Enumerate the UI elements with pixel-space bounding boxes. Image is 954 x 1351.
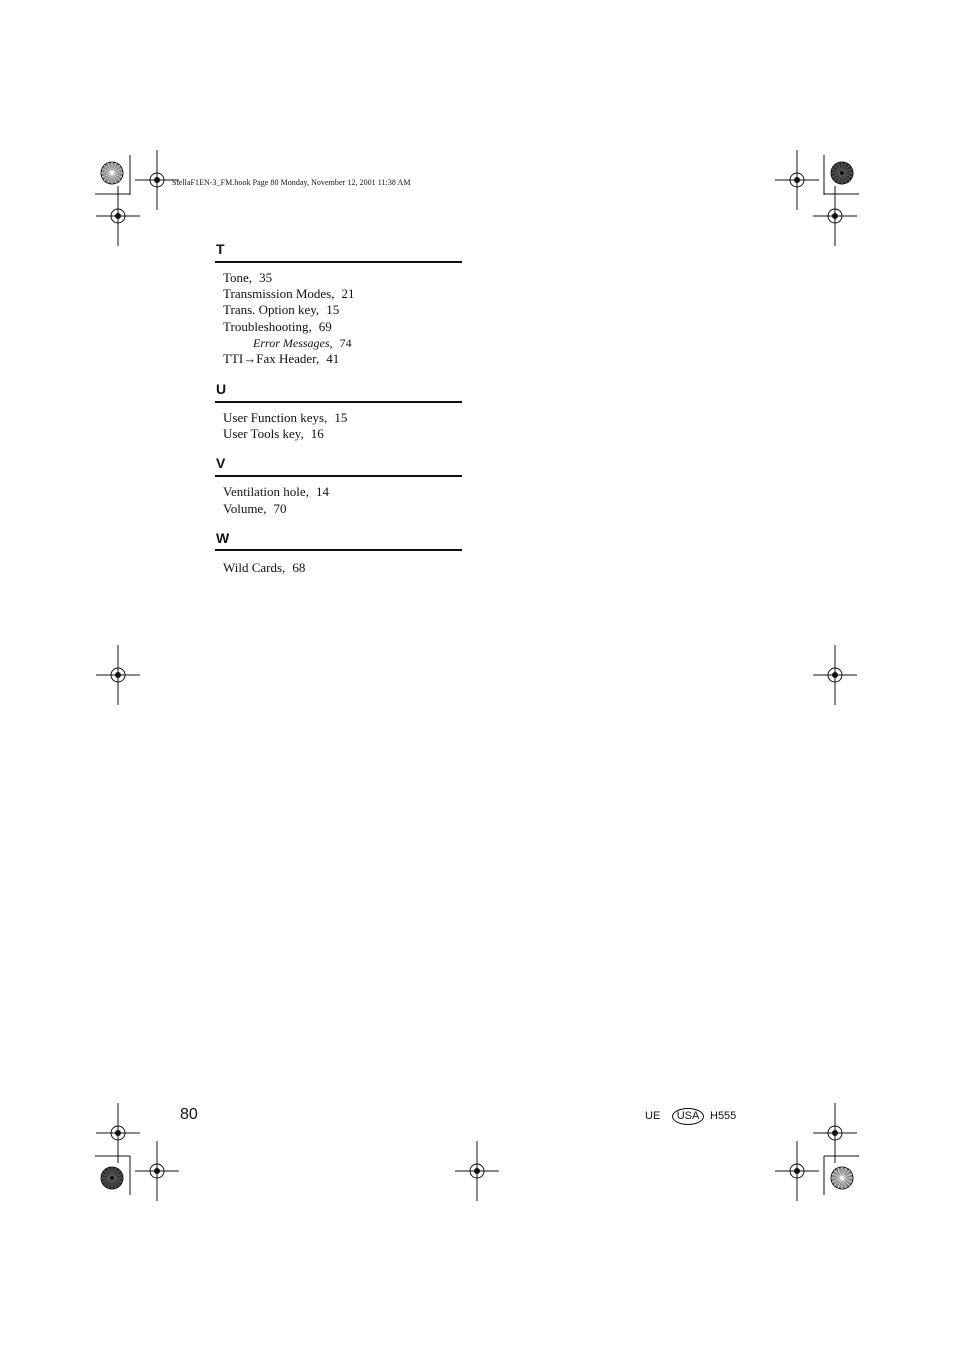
crosshair-registration-icon bbox=[135, 1141, 179, 1201]
entry-term: Transmission Modes, bbox=[223, 286, 335, 301]
section-rule-t bbox=[215, 261, 462, 263]
model-code: H555 bbox=[710, 1110, 737, 1122]
section-rule-u bbox=[215, 401, 462, 403]
index-entry bbox=[223, 286, 354, 302]
index-entry bbox=[223, 351, 339, 367]
section-rule-w bbox=[215, 549, 462, 551]
entry-page: 35 bbox=[259, 270, 273, 285]
radial-color-target-icon bbox=[831, 1167, 853, 1189]
entry-page: 41 bbox=[326, 351, 340, 366]
index-entry bbox=[223, 426, 324, 442]
entry-separator: , bbox=[329, 336, 333, 350]
index-entry bbox=[223, 410, 347, 426]
index-entry bbox=[223, 302, 339, 318]
section-rule-v bbox=[215, 475, 462, 477]
entry-term: Troubleshooting, bbox=[223, 319, 312, 334]
entry-page: 69 bbox=[318, 319, 332, 334]
radial-color-target-icon bbox=[101, 1167, 123, 1189]
index-entry bbox=[223, 319, 332, 335]
crosshair-registration-icon bbox=[96, 645, 140, 705]
index-entry bbox=[223, 501, 286, 517]
entry-term: Error Messages bbox=[253, 336, 330, 350]
section-letter-v: V bbox=[216, 455, 226, 471]
entry-page: 15 bbox=[326, 302, 340, 317]
region-badge: USA bbox=[672, 1108, 704, 1125]
entry-page: 68 bbox=[292, 560, 306, 575]
entry-term: Trans. Option key, bbox=[223, 302, 320, 317]
print-info-header: StellaF1EN-3_FM.book Page 80 Monday, November 12, 2001 11:38 AM bbox=[172, 178, 411, 187]
entry-page: 15 bbox=[334, 410, 348, 425]
index-subentry bbox=[253, 335, 352, 351]
crosshair-registration-icon bbox=[813, 1103, 857, 1163]
crosshair-registration-icon bbox=[775, 150, 819, 210]
crosshair-registration-icon bbox=[455, 1141, 499, 1201]
radial-color-target-icon bbox=[101, 162, 123, 184]
page-number: 80 bbox=[180, 1106, 198, 1123]
crosshair-registration-icon bbox=[96, 186, 140, 246]
crosshair-registration-icon bbox=[813, 645, 857, 705]
entry-term: Tone, bbox=[223, 270, 253, 285]
section-letter-u: U bbox=[216, 381, 227, 397]
radial-color-target-icon bbox=[831, 162, 853, 184]
index-entry bbox=[223, 484, 329, 500]
section-letter-w: W bbox=[216, 530, 230, 546]
entry-page: 14 bbox=[315, 484, 329, 499]
entry-page: 74 bbox=[339, 336, 352, 350]
entry-term: Volume, bbox=[223, 501, 267, 516]
index-entry bbox=[223, 560, 305, 576]
index-entry bbox=[223, 270, 272, 286]
entry-term: User Function keys, bbox=[223, 410, 328, 425]
crosshair-registration-icon bbox=[96, 1103, 140, 1163]
entry-term: Ventilation hole, bbox=[223, 484, 309, 499]
entry-page: 70 bbox=[273, 501, 287, 516]
entry-page: 16 bbox=[310, 426, 324, 441]
entry-page: 21 bbox=[341, 286, 355, 301]
section-letter-t: T bbox=[216, 241, 225, 257]
crosshair-registration-icon bbox=[775, 1141, 819, 1201]
entry-term: User Tools key, bbox=[223, 426, 304, 441]
crosshair-registration-icon bbox=[813, 186, 857, 246]
edition-code: UE bbox=[645, 1110, 661, 1122]
entry-term: Wild Cards, bbox=[223, 560, 286, 575]
entry-term: TTI→Fax Header, bbox=[223, 351, 320, 366]
